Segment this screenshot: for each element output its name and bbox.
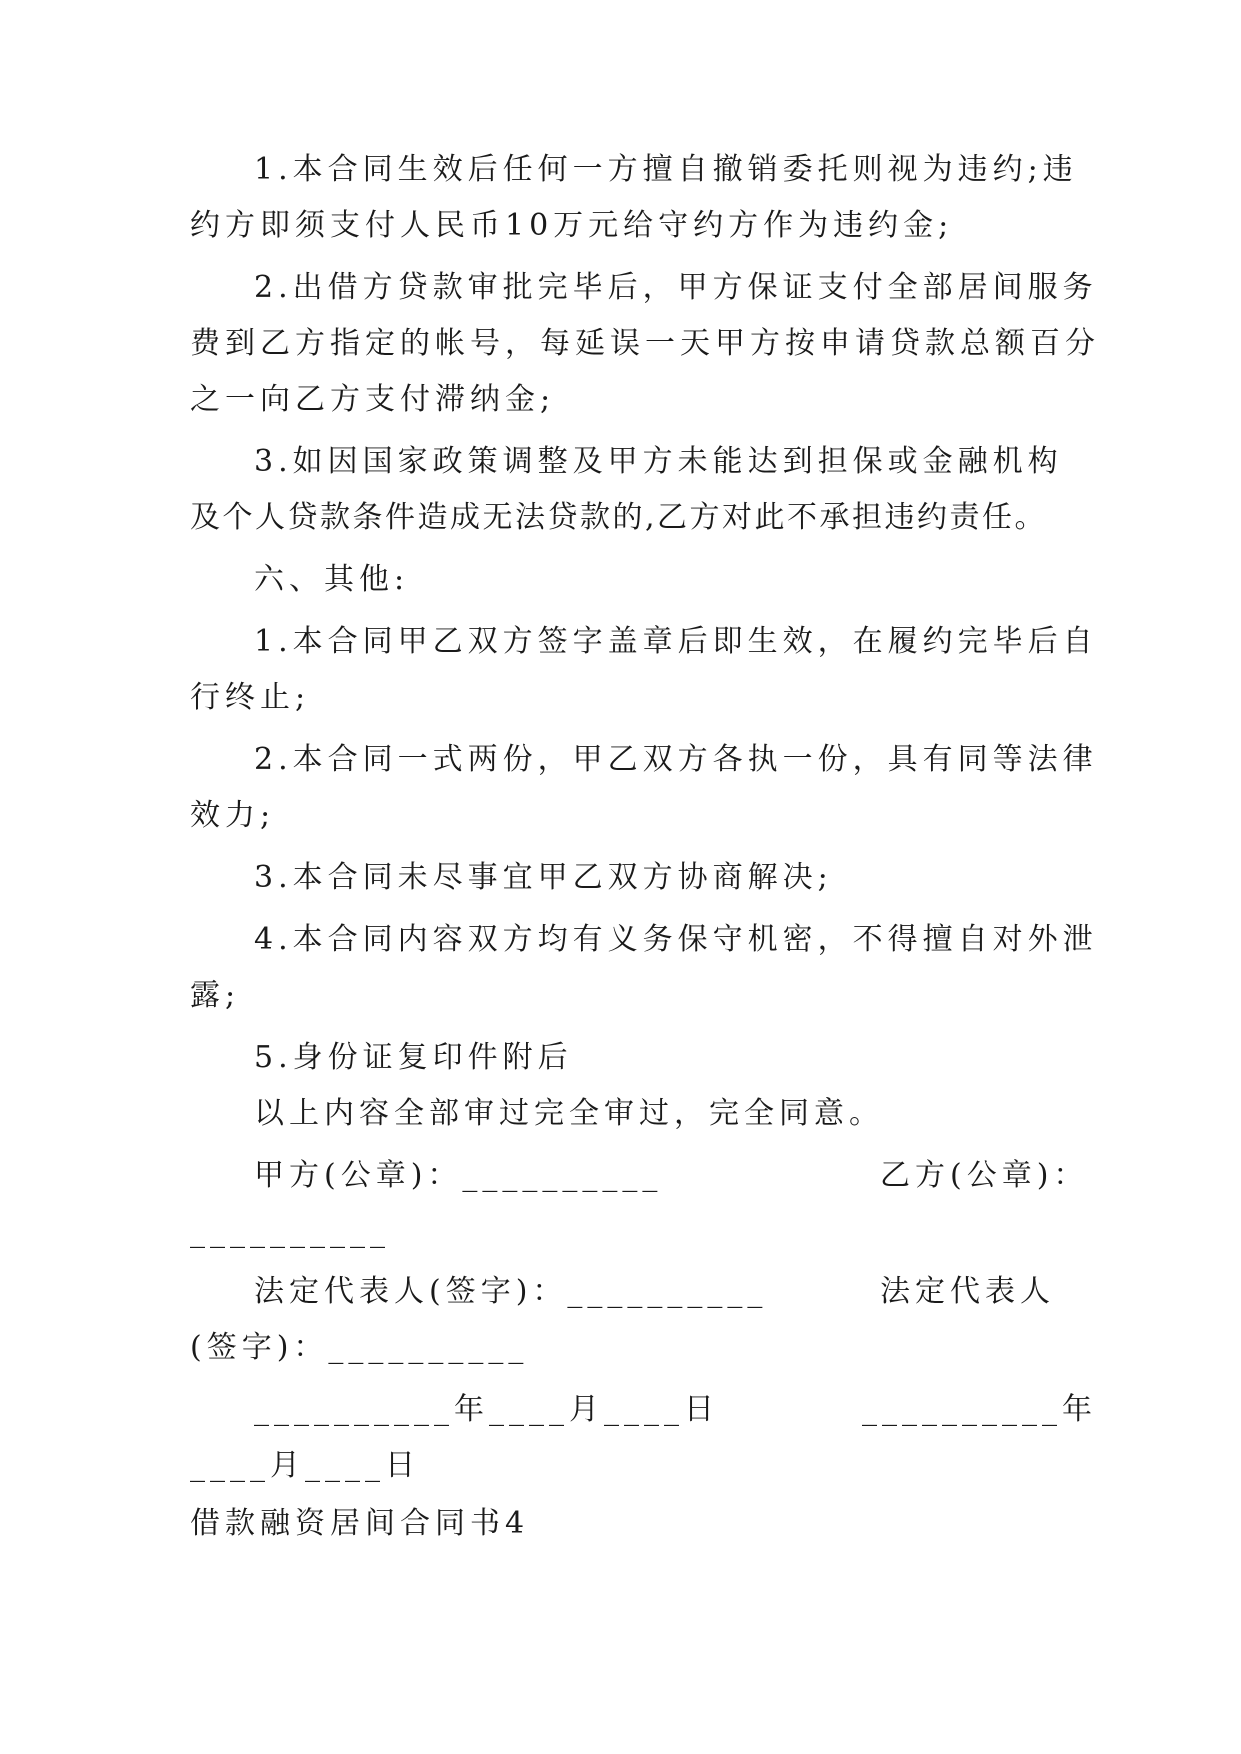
date-b-year: __________年 — [862, 1392, 1097, 1427]
paragraph-line: 3.如因国家政策调整及甲方未能达到担保或金融机构 — [254, 444, 1063, 479]
party-b-seal: 乙方(公章)： — [880, 1158, 1089, 1193]
rep-b-signature: (签字)：__________ — [190, 1330, 529, 1365]
paragraph-line: 及个人贷款条件造成无法贷款的,乙方对此不承担违约责任。 — [190, 500, 1048, 535]
rep-b-label: 法定代表人 — [880, 1274, 1055, 1309]
paragraph-line: 露; — [190, 978, 241, 1013]
paragraph-line: 1.本合同甲乙双方签字盖章后即生效，在履约完毕后自 — [254, 624, 1098, 659]
paragraph-line: 以上内容全部审过完全审过，完全同意。 — [254, 1096, 884, 1131]
paragraph-line: 3.本合同未尽事宜甲乙双方协商解决; — [254, 860, 833, 895]
paragraph-line: 4.本合同内容双方均有义务保守机密，不得擅自对外泄 — [254, 922, 1098, 957]
rep-a-signature: 法定代表人(签字)：__________ — [254, 1274, 768, 1309]
paragraph-line: 约方即须支付人民币10万元给守约方作为违约金; — [190, 208, 954, 243]
paragraph-line: 行终止; — [190, 680, 311, 715]
date-a: __________年____月____日 — [254, 1392, 719, 1427]
paragraph-line: 5.身份证复印件附后 — [254, 1040, 573, 1075]
paragraph-line: 费到乙方指定的帐号，每延误一天甲方按申请贷款总额百分 — [190, 326, 1100, 361]
section-heading: 六、其他: — [254, 562, 410, 597]
party-a-seal: 甲方(公章)：__________ — [254, 1158, 663, 1193]
paragraph-line: 之一向乙方支付滞纳金; — [190, 382, 556, 417]
paragraph-line: 1.本合同生效后任何一方擅自撤销委托则视为违约;违 — [254, 152, 1078, 187]
party-b-seal-blank: __________ — [190, 1214, 390, 1249]
paragraph-line: 2.出借方贷款审批完毕后，甲方保证支付全部居间服务 — [254, 270, 1098, 305]
next-section-title: 借款融资居间合同书4 — [190, 1506, 530, 1541]
date-b-month-day: ____月____日 — [190, 1448, 420, 1483]
paragraph-line: 效力; — [190, 798, 276, 833]
paragraph-line: 2.本合同一式两份，甲乙双方各执一份，具有同等法律 — [254, 742, 1098, 777]
